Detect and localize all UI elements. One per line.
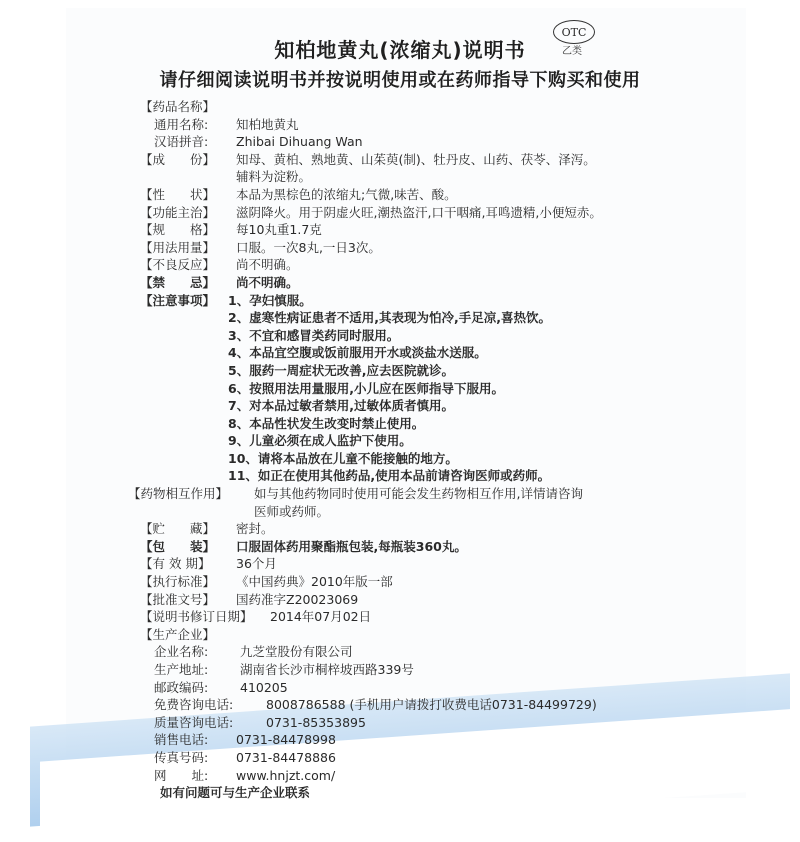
standard-row <box>140 573 700 591</box>
note-row <box>140 380 700 398</box>
pinyin-value: Zhibai Dihuang Wan <box>236 134 363 150</box>
ingredients-value-2: 辅料为淀粉。 <box>236 169 312 185</box>
note-item: 5、服药一周症状无改善,应去医院就诊。 <box>228 362 454 378</box>
address-row <box>140 661 700 679</box>
approval-row <box>140 591 700 609</box>
ingredients-row-2 <box>140 168 700 186</box>
note-row <box>140 309 700 327</box>
sales-value: 0731-84478998 <box>236 732 336 748</box>
note-item: 2、虚寒性病证患者不适用,其表现为怕冷,手足凉,喜热饮。 <box>228 310 551 326</box>
notes-row <box>140 292 700 310</box>
company-label: 企业名称: <box>154 644 209 660</box>
usage-label: 【用法用量】 <box>140 239 216 255</box>
quality-row <box>140 714 700 732</box>
footer-note <box>140 784 700 802</box>
spec-row <box>140 221 700 239</box>
notes-label: 【注意事项】 <box>140 292 216 308</box>
note-item: 1、孕妇慎服。 <box>228 292 312 308</box>
company-value: 九芝堂股份有限公司 <box>240 644 353 660</box>
fax-row <box>140 749 700 767</box>
interaction-row <box>128 485 700 503</box>
hotline-label: 免费咨询电话: <box>154 697 234 713</box>
adverse-label: 【不良反应】 <box>140 257 216 273</box>
approval-value: 国药准字Z20023069 <box>236 591 359 607</box>
validity-label: 【有 效 期】 <box>140 556 211 572</box>
spec-label: 【规 格】 <box>140 222 216 238</box>
package-row <box>140 538 700 556</box>
hotline-value: 8008786588 (手机用户请拨打收费电话0731-84499729) <box>266 697 597 713</box>
company-row <box>140 643 700 661</box>
note-row <box>140 450 700 468</box>
web-value: www.hnjzt.com/ <box>236 767 336 783</box>
common-name-value: 知柏地黄丸 <box>236 116 299 132</box>
note-item: 3、不宜和感冒类药同时服用。 <box>228 327 400 343</box>
leaflet-content <box>128 98 700 802</box>
validity-value: 36个月 <box>236 556 277 572</box>
package-label: 【包 装】 <box>140 538 216 554</box>
indication-label: 【功能主治】 <box>140 204 216 220</box>
drug-name-label: 【药品名称】 <box>140 99 216 114</box>
usage-row <box>140 239 700 257</box>
postcode-label: 邮政编码: <box>154 679 209 695</box>
interaction-value: 如与其他药物同时使用可能会发生药物相互作用,详情请咨询 <box>254 486 583 502</box>
interaction-row-2 <box>140 503 700 521</box>
common-name-row <box>140 116 700 134</box>
fax-label: 传真号码: <box>154 749 209 765</box>
hotline-row <box>140 696 700 714</box>
character-value: 本品为黑棕色的浓缩丸;气微,味苦、酸。 <box>236 186 457 202</box>
ingredients-row <box>140 151 700 169</box>
web-label: 网 址: <box>154 767 209 783</box>
manufacturer-row <box>140 626 700 644</box>
storage-value: 密封。 <box>236 521 274 537</box>
manufacturer-label: 【生产企业】 <box>140 626 216 642</box>
approval-label: 【批准文号】 <box>140 591 216 607</box>
note-row <box>140 327 700 345</box>
drug-name-row <box>140 98 700 116</box>
note-item: 7、对本品过敏者禁用,过敏体质者慎用。 <box>228 398 454 414</box>
address-value: 湖南省长沙市桐梓坡西路339号 <box>240 662 414 677</box>
interaction-label: 【药物相互作用】 <box>128 486 229 502</box>
interaction-value-2: 医师或药师。 <box>254 503 330 519</box>
footer-text: 如有问题可与生产企业联系 <box>160 785 311 801</box>
sales-label: 销售电话: <box>154 732 209 748</box>
spec-value: 每10丸重1.7克 <box>236 222 322 238</box>
contra-label: 【禁 忌】 <box>140 274 216 290</box>
postcode-value: 410205 <box>240 679 288 695</box>
quality-label: 质量咨询电话: <box>154 714 234 730</box>
pinyin-row <box>140 133 700 151</box>
note-row <box>140 362 700 380</box>
storage-row <box>140 520 700 538</box>
standard-value: 《中国药典》2010年版一部 <box>236 574 393 590</box>
note-item: 10、请将本品放在儿童不能接触的地方。 <box>228 450 458 466</box>
revision-value: 2014年07月02日 <box>270 609 372 625</box>
pinyin-label: 汉语拼音: <box>154 134 209 150</box>
note-row <box>140 467 700 485</box>
package-value: 口服固体药用聚酯瓶包装,每瓶装360丸。 <box>236 538 467 554</box>
ingredients-value: 知母、黄柏、熟地黄、山茱萸(制)、牡丹皮、山药、茯苓、泽泻。 <box>236 151 596 167</box>
ingredients-label: 【成 份】 <box>140 151 216 167</box>
note-item: 8、本品性状发生改变时禁止使用。 <box>228 415 425 431</box>
note-row <box>140 415 700 433</box>
usage-value: 口服。一次8丸,一日3次。 <box>236 239 381 255</box>
adverse-value: 尚不明确。 <box>236 257 299 273</box>
web-row <box>140 767 700 785</box>
common-name-label: 通用名称: <box>154 116 209 132</box>
character-label: 【性 状】 <box>140 186 216 202</box>
note-row <box>140 432 700 450</box>
note-item: 9、儿童必须在成人监护下使用。 <box>228 433 412 449</box>
sales-row <box>140 731 700 749</box>
note-item: 11、如正在使用其他药品,使用本品前请咨询医师或药师。 <box>228 468 551 484</box>
note-item: 6、按照用法用量服用,小儿应在医师指导下服用。 <box>228 380 504 396</box>
fax-value: 0731-84478886 <box>236 749 336 765</box>
validity-row <box>140 555 700 573</box>
contra-value: 尚不明确。 <box>236 274 299 290</box>
contra-row <box>140 274 700 292</box>
storage-label: 【贮 藏】 <box>140 521 216 537</box>
leaflet-subtitle: 请仔细阅读说明书并按说明使用或在药师指导下购买和使用 <box>159 70 641 91</box>
address-label: 生产地址: <box>154 662 209 677</box>
quality-value: 0731-85353895 <box>266 714 366 730</box>
otc-category: 乙类 <box>562 46 582 57</box>
indication-row <box>140 204 700 222</box>
leaflet-title: 知柏地黄丸(浓缩丸)说明书 <box>274 38 526 62</box>
standard-label: 【执行标准】 <box>140 574 216 590</box>
note-row <box>140 344 700 362</box>
note-item: 4、本品宜空腹或饭前服用开水或淡盐水送服。 <box>228 345 487 361</box>
character-row <box>140 186 700 204</box>
otc-badge: OTC <box>553 20 595 44</box>
postcode-row <box>140 679 700 697</box>
revision-label: 【说明书修订日期】 <box>140 609 253 625</box>
note-row <box>140 397 700 415</box>
indication-value: 滋阴降火。用于阴虚火旺,潮热盗汗,口干咽痛,耳鸣遗精,小便短赤。 <box>236 204 602 220</box>
adverse-row <box>140 256 700 274</box>
revision-row <box>140 608 700 626</box>
